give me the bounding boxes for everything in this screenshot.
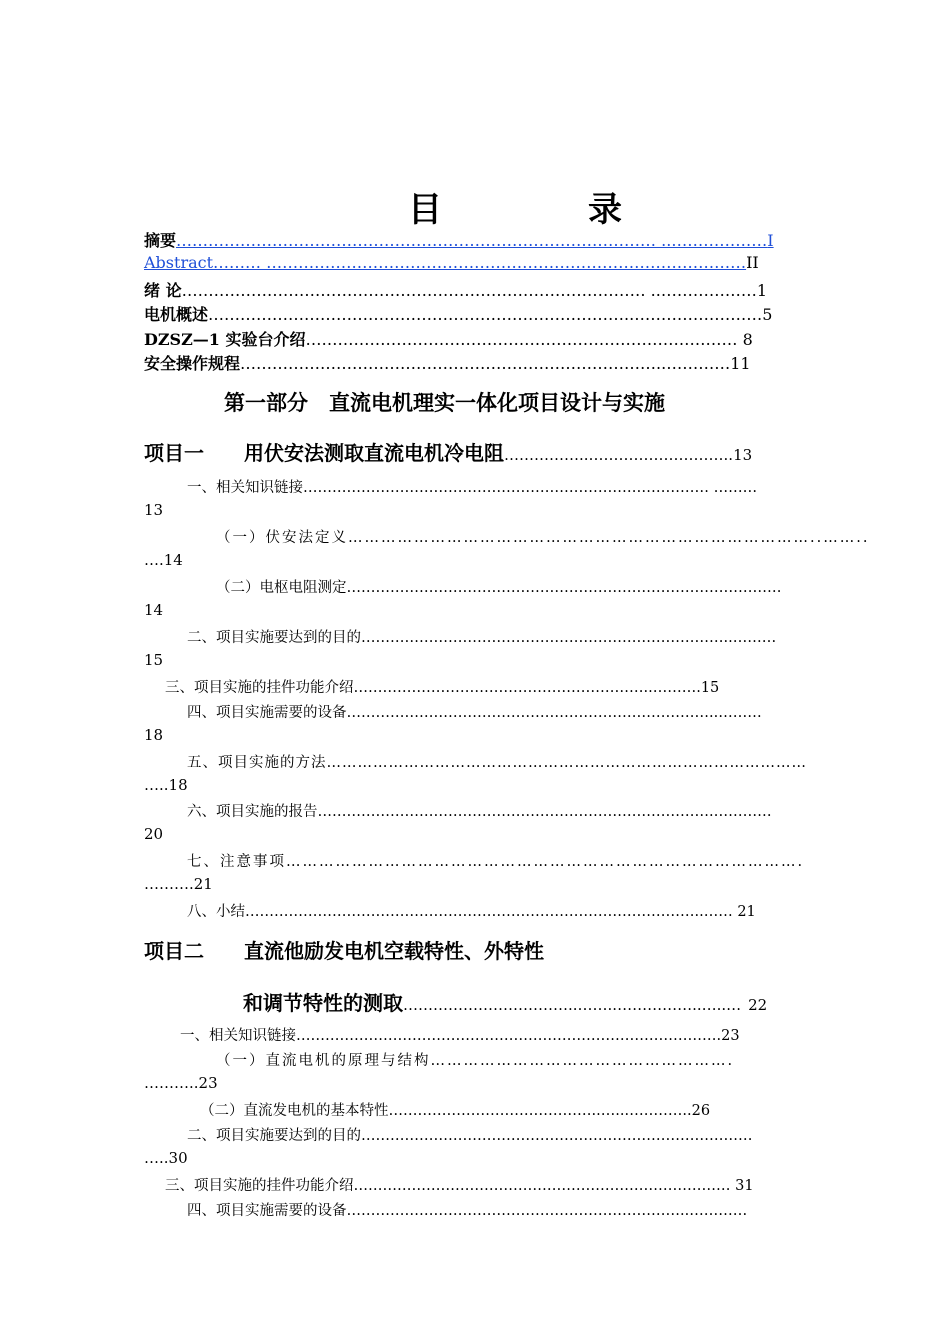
toc-label: 绪 论 bbox=[144, 281, 182, 300]
toc-label: DZSZ—1 实验台介绍 bbox=[144, 330, 306, 349]
toc-sub-entry-cont: ……….21 bbox=[144, 875, 213, 893]
toc-entry-introduction[interactable] bbox=[144, 278, 810, 301]
toc-dots: ……… ……………………………………………………………………………… bbox=[213, 253, 747, 272]
project-two-heading[interactable]: 项目二 直流他励发电机空载特性、外特性 bbox=[144, 939, 544, 963]
toc-dots: ……………………………………………………………………..………… bbox=[240, 354, 731, 373]
toc-sub-entry[interactable]: 二、项目实施要达到的目的…………………………………………………………………..……… bbox=[187, 630, 777, 646]
toc-dots: ……………..……………………….. bbox=[504, 446, 734, 464]
toc-sub-entry-cont: 13 bbox=[144, 501, 164, 519]
toc-sub-entry-cont: 15 bbox=[144, 651, 164, 669]
toc-dots: ……………………………………………………………………..…………………… bbox=[208, 305, 763, 324]
toc-sub-entry[interactable]: （一）直流电机的原理与结构………………………………………………. bbox=[216, 1053, 735, 1069]
project-two-heading-cont[interactable] bbox=[243, 987, 808, 1016]
toc-sub-entry[interactable]: 五、项目实施的方法………………………………………………………………………………… bbox=[187, 755, 807, 771]
toc-sub-entry[interactable]: （一）伏安法定义…………………………………………………………………………..…….. bbox=[216, 530, 870, 546]
toc-sub-entry-cont: …..30 bbox=[144, 1149, 188, 1167]
toc-page: 8 bbox=[742, 330, 753, 349]
toc-sub-entry-cont: …..18 bbox=[144, 776, 188, 794]
toc-dots: …………………………………………………………………………… ..……………… bbox=[181, 281, 757, 300]
toc-page: II bbox=[746, 253, 759, 272]
toc-sub-entry-cont: 14 bbox=[144, 601, 164, 619]
toc-sub-entry[interactable]: 八、小结…………………………………………………………………………………..…… 21 bbox=[187, 904, 756, 920]
toc-label: 摘要 bbox=[144, 231, 177, 250]
toc-sub-entry-cont: 18 bbox=[144, 726, 164, 744]
toc-page: 13 bbox=[733, 446, 753, 464]
toc-page: 1 bbox=[756, 281, 768, 300]
toc-sub-entry[interactable]: （二）电枢电阻测定……………………………………………………………………………… bbox=[216, 580, 782, 596]
toc-entry-motor-overview[interactable] bbox=[144, 302, 804, 325]
toc-sub-entry[interactable]: 七、注意事项…………………………………………………………………………………. bbox=[187, 854, 805, 870]
page-title: 目 录 bbox=[408, 190, 678, 230]
project-label: 和调节特性的测取 bbox=[243, 991, 403, 1015]
toc-sub-entry[interactable]: 一、相关知识链接…………………………………………………………………………….23 bbox=[180, 1028, 740, 1044]
toc-dots: ……………………………..……..……………..…..… bbox=[403, 996, 742, 1014]
toc-sub-entry[interactable]: 六、项目实施的报告……………………………………………………………………….………… bbox=[187, 804, 772, 820]
toc-sub-entry[interactable]: 一、相关知识链接………………………………………………………………………… ……… bbox=[187, 480, 758, 496]
toc-page: 22 bbox=[748, 996, 768, 1014]
part-heading: 第一部分 直流电机理实一体化项目设计与实施 bbox=[224, 390, 665, 415]
toc-page: 5 bbox=[762, 305, 773, 324]
toc-entry-test-bench[interactable] bbox=[144, 327, 810, 350]
toc-page: I bbox=[767, 231, 774, 250]
toc-sub-entry-cont: ………..23 bbox=[144, 1074, 218, 1092]
toc-page: 11 bbox=[730, 354, 751, 373]
toc-sub-entry[interactable]: 三、项目实施的挂件功能介绍……………………………………………………..……….15 bbox=[165, 680, 720, 696]
project-one-heading[interactable] bbox=[144, 437, 810, 466]
toc-label: 电机概述 bbox=[144, 305, 209, 324]
toc-dots: ……………………………………………………………………… bbox=[305, 330, 738, 349]
toc-entry-abstract-cn[interactable] bbox=[144, 228, 804, 251]
toc-entry-abstract-en[interactable] bbox=[144, 253, 804, 272]
project-label: 项目一 用伏安法测取直流电机冷电阻 bbox=[144, 441, 504, 465]
toc-entry-safety[interactable] bbox=[144, 351, 810, 374]
toc-sub-entry-cont: ….14 bbox=[144, 551, 183, 569]
toc-dots: ……………………………………………………………………………… ..……………… bbox=[176, 231, 768, 250]
toc-sub-entry[interactable]: 二、项目实施要达到的目的……………………………………………………………………… bbox=[187, 1128, 753, 1144]
toc-sub-entry[interactable]: 四、项目实施需要的设备……………………………………………………………..………… bbox=[187, 1203, 748, 1219]
toc-label: Abstract bbox=[144, 253, 214, 272]
toc-sub-entry[interactable]: 四、项目实施需要的设备…………………………………………………………………..……… bbox=[187, 705, 762, 721]
toc-sub-entry[interactable]: （二）直流发电机的基本特性……………………………………..…..…………..26 bbox=[200, 1103, 711, 1119]
toc-label: 安全操作规程 bbox=[144, 354, 241, 373]
toc-sub-entry-cont: 20 bbox=[144, 825, 164, 843]
toc-sub-entry[interactable]: 三、项目实施的挂件功能介绍…………………………………………………………………… 31 bbox=[165, 1178, 754, 1194]
